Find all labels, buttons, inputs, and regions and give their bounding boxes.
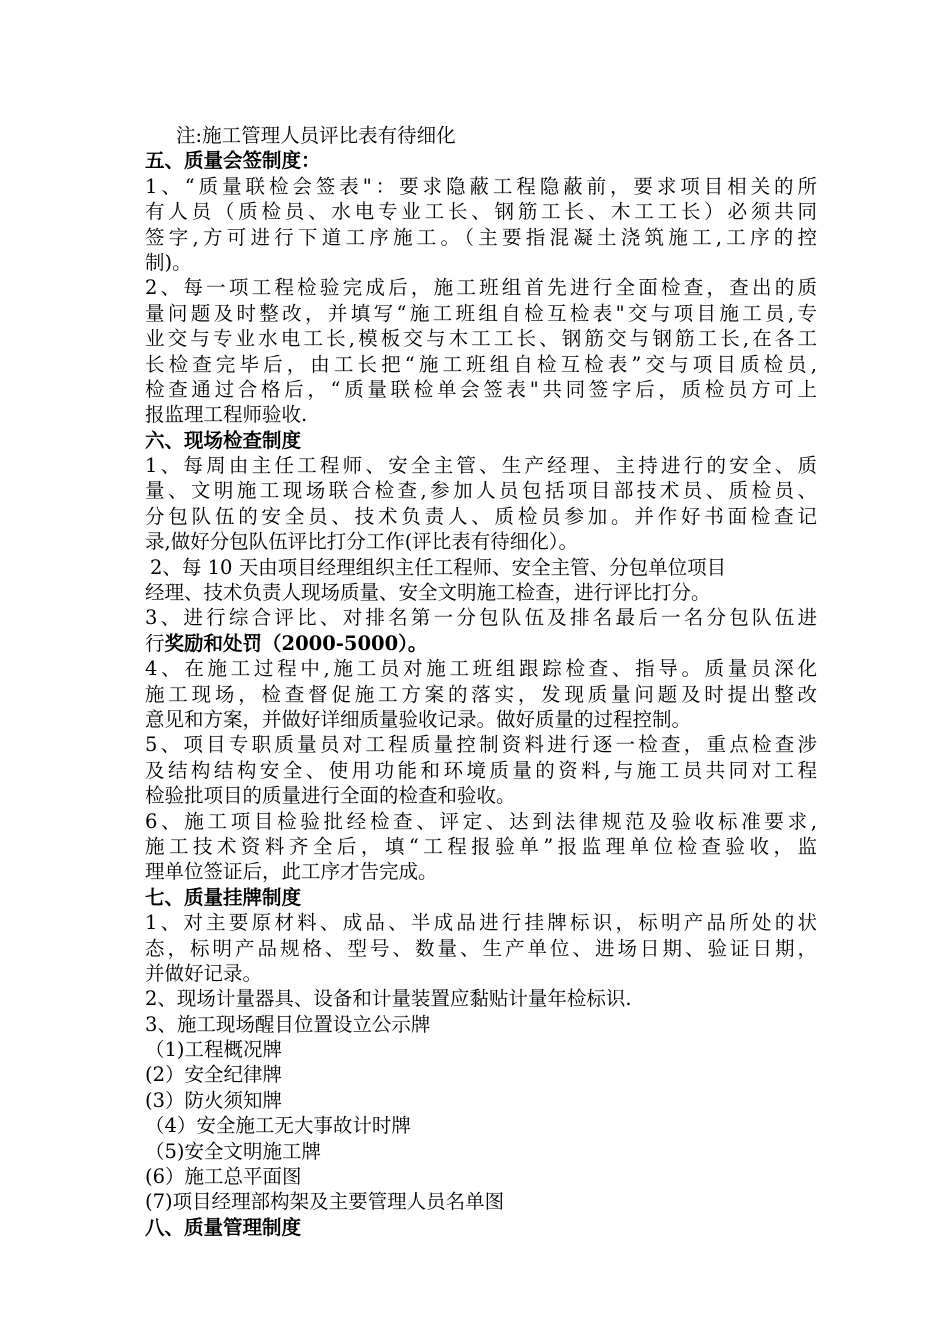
paragraph-line: 理单位签证后，此工序才告完成。 — [145, 860, 438, 884]
list-item: (2）安全纪律牌 — [145, 1063, 283, 1087]
paragraph-line: 4、在施工过程中,施工员对施工班组跟踪检查、指导。质量员深化 — [145, 657, 817, 681]
paragraph-line: 经理、技术负责人现场质量、安全文明施工检查，进行评比打分。 — [145, 581, 711, 605]
paragraph-line: 态，标明产品规格、型号、数量、生产单位、进场日期、验证日期， — [145, 936, 817, 960]
paragraph-line: 量问题及时整改，并填写“施工班组自检互检表"交与项目施工员,专 — [145, 301, 817, 325]
paragraph-line: 5、项目专职质量员对工程质量控制资料进行逐一检查，重点检查涉 — [145, 733, 817, 757]
paragraph-line: 施工现场，检查督促施工方案的落实，发现质量问题及时提出整改 — [145, 682, 817, 706]
paragraph-line: 量、文明施工现场联合检查,参加人员包括项目部技术员、质检员、 — [145, 479, 817, 503]
paragraph-line: 签字,方可进行下道工序施工。（主要指混凝土浇筑施工,工序的控 — [145, 225, 817, 249]
paragraph-line: 1、每周由主任工程师、安全主管、生产经理、主持进行的安全、质 — [145, 454, 817, 478]
paragraph-line: 3、施工现场醒目位置设立公示牌 — [145, 1012, 431, 1036]
section-heading-7: 七、质量挂牌制度 — [145, 885, 302, 909]
note-line: 注:施工管理人员评比表有待细化 — [176, 124, 456, 147]
paragraph-line: 业交与专业水电工长,模板交与木工工长、钢筋交与钢筋工长,在各工 — [145, 327, 817, 351]
list-item: (7)项目经理部构架及主要管理人员名单图 — [145, 1190, 505, 1214]
paragraph-line: 有人员（质检员、水电专业工长、钢筋工长、木工工长）必须共同 — [145, 200, 817, 224]
paragraph-text: 行 — [145, 631, 165, 655]
list-item: (6）施工总平面图 — [145, 1165, 302, 1189]
list-item: （4）安全施工无大事故计时牌 — [145, 1114, 411, 1138]
paragraph-line: 及结构结构安全、使用功能和环境质量的资料,与施工员共同对工程 — [145, 758, 817, 782]
paragraph-line: 长检查完毕后，由工长把“施工班组自检互检表”交与项目质检员, — [145, 352, 817, 376]
paragraph-line: 检查通过合格后，“质量联检单会签表"共同签字后，质检员方可上 — [145, 377, 817, 401]
document-page — [145, 123, 817, 1240]
section-heading-5: 五、质量会签制度： — [145, 149, 321, 173]
paragraph-line: 2、现场计量器具、设备和计量装置应黏贴计量年检标识. — [145, 987, 632, 1011]
paragraph-line: 报监理工程师验收. — [145, 403, 308, 427]
paragraph-line: 施工技术资料齐全后，填“工程报验单”报监理单位检查验收，监 — [145, 834, 817, 858]
paragraph-line: 3、进行综合评比、对排名第一分包队伍及排名最后一名分包队伍进 — [145, 606, 817, 630]
paragraph-line: 意见和方案，并做好详细质量验收记录。做好质量的过程控制。 — [145, 707, 692, 731]
paragraph-line: 2、每 10 天由项目经理组织主任工程师、安全主管、分包单位项目 — [150, 555, 727, 579]
paragraph-line-mixed — [145, 631, 817, 656]
list-item: （5)安全文明施工牌 — [145, 1139, 322, 1163]
paragraph-line: 制)。 — [145, 250, 192, 274]
paragraph-line: 1、对主要原材料、成品、半成品进行挂牌标识，标明产品所处的状 — [145, 911, 817, 935]
paragraph-line: 并做好记录。 — [145, 961, 263, 985]
section-heading-6: 六、现场检查制度 — [145, 428, 302, 452]
paragraph-line: 1、“质量联检会签表"：要求隐蔽工程隐蔽前，要求项目相关的所 — [145, 174, 817, 198]
list-item: （1)工程概况牌 — [145, 1038, 283, 1062]
reward-penalty-text: 奖励和处罚（2000-5000）。 — [164, 631, 428, 655]
paragraph-line: 检验批项目的质量进行全面的检查和验收。 — [145, 784, 516, 808]
paragraph-line: 2、每一项工程检验完成后，施工班组首先进行全面检查，查出的质 — [145, 276, 817, 300]
paragraph-line: 6、施工项目检验批经检查、评定、达到法律规范及验收标准要求, — [145, 809, 817, 833]
paragraph-line: 录,做好分包队伍评比打分工作(评比表有待细化）。 — [145, 530, 579, 554]
section-heading-8: 八、质量管理制度 — [145, 1215, 302, 1239]
list-item: (3）防火须知牌 — [145, 1088, 283, 1112]
paragraph-line: 分包队伍的安全员、技术负责人、质检员参加。并作好书面检查记 — [145, 504, 817, 528]
